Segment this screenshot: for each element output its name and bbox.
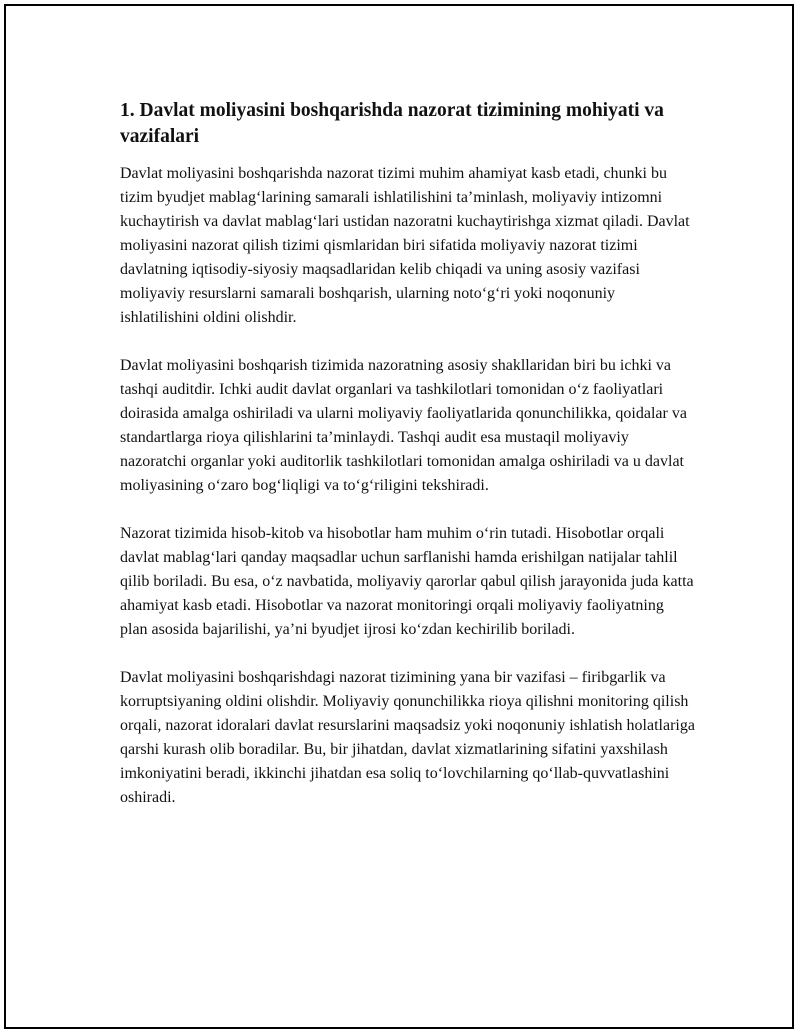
paragraph: Davlat moliyasini boshqarishdagi nazorat tizimining yana bir vazifasi – firibgarlik va korruptsiyaning oldini olishdir. Moliyaviy qonunchilikka rioya qilishni monitoring qilish orqali, nazorat idoralari davlat resurslarini maqsadsiz yoki noqonuniy ishlatish holatlariga qarshi kurash olib boradilar. Bu, bir jihatdan, davlat xizmatlarining sifatini yaxshilash imkoniyatini beradi, ikkinchi jihatdan esa soliq to‘lovchilarning qo‘llab-quvvatlashini oshiradi. (120, 669, 695, 806)
document-body (120, 98, 695, 834)
paragraph: Davlat moliyasini boshqarishda nazorat tizimi muhim ahamiyat kasb etadi, chunki bu tizim byudjet mablag‘larining samarali ishlatilishini ta’minlash, moliyaviy intizomni kuchaytirish va davlat mablag‘lari ustidan nazoratni kuchaytirishga xizmat qiladi. Davlat moliyasini nazorat qilish tizimi qismlaridan biri sifatida moliyaviy nazorat tizimi davlatning iqtisodiy-siyosiy maqsadlaridan kelib chiqadi va uning asosiy vazifasi moliyaviy resurslarni samarali boshqarish, ularning noto‘g‘ri yoki noqonuniy ishlatilishini oldini olishdir. (120, 165, 690, 326)
document-page (4, 4, 794, 1029)
section-title: 1. Davlat moliyasini boshqarishda nazorat tizimining mohiyati va vazifalari (120, 100, 664, 147)
paragraph: Davlat moliyasini boshqarish tizimida nazoratning asosiy shakllaridan biri bu ichki va tashqi auditdir. Ichki audit davlat organlari va tashkilotlari tomonidan o‘z faoliyatlari doirasida amalga oshiriladi va ularni moliyaviy faoliyatlarida qonunchilikka, qoidalar va standartlarga rioya qilishlarini ta’minlaydi. Tashqi audit esa mustaqil moliyaviy nazoratchi organlar yoki auditorlik tashkilotlari tomonidan amalga oshiriladi va u davlat moliyasining o‘zaro bog‘liqligi va to‘g‘riligini tekshiradi. (120, 357, 687, 494)
paragraph: Nazorat tizimida hisob-kitob va hisobotlar ham muhim o‘rin tutadi. Hisobotlar orqali davlat mablag‘lari qanday maqsadlar uchun sarflanishi hamda erishilgan natijalar tahlil qilib boriladi. Bu esa, o‘z navbatida, moliyaviy qarorlar qabul qilish jarayonida juda katta ahamiyat kasb etadi. Hisobotlar va nazorat monitoringi orqali moliyaviy faoliyatning plan asosida bajarilishi, ya’ni byudjet ijrosi ko‘zdan kechirilib boriladi. (120, 525, 694, 638)
